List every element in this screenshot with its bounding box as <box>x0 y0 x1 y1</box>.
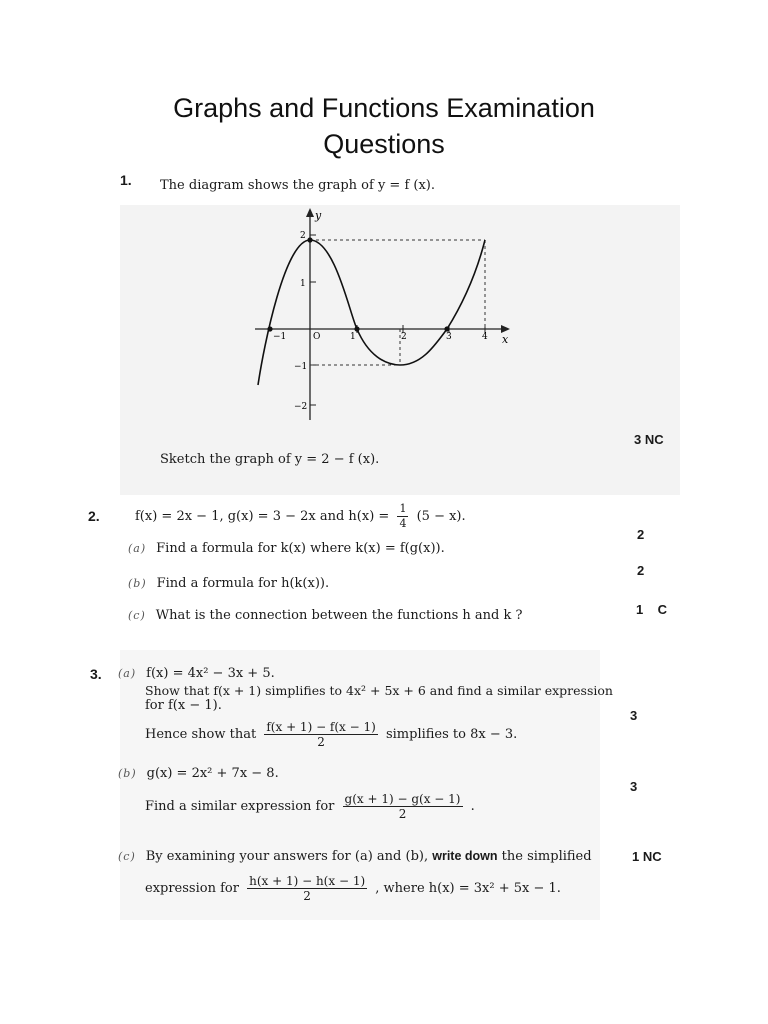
x-tick-2: 2 <box>401 332 407 342</box>
q1-graph <box>240 205 530 425</box>
x-tick-origin: O <box>313 332 321 342</box>
q2-stem-part-1: f(x) = 2x − 1, g(x) = 3 − 2x and h(x) = <box>135 509 390 524</box>
point-root-neg1 <box>267 326 272 331</box>
x-tick-3: 3 <box>446 332 452 342</box>
q3b-label: (b) <box>118 767 137 780</box>
q2c-line <box>128 608 522 624</box>
q3-number: 3. <box>90 666 102 682</box>
q1-intro: The diagram shows the graph of y = f (x). <box>160 178 436 193</box>
point-root-3 <box>444 326 449 331</box>
q3c-text-2: the simplified <box>501 849 592 864</box>
q2-stem-frac-den: 4 <box>399 517 407 530</box>
q1-number: 1. <box>120 172 132 188</box>
x-tick-neg1: −1 <box>273 332 287 342</box>
q2b-marks: 2 <box>637 563 645 578</box>
q3c-expression <box>145 872 561 906</box>
q2c-marks: 1 C <box>636 602 668 617</box>
y-tick-neg1: −1 <box>294 362 308 372</box>
q3a-after: simplifies to 8x − 3. <box>385 727 518 742</box>
q3a-marks: 3 <box>630 708 638 723</box>
q3b-after: . <box>470 799 475 814</box>
q3c-fraction <box>247 874 367 903</box>
q3a-line-3: for f(x − 1). <box>145 698 222 713</box>
x-axis-label: x <box>502 333 509 346</box>
q3b-frac-den: 2 <box>398 807 407 821</box>
q3c-marks: 1 NC <box>632 849 662 864</box>
q2b-line <box>128 576 329 592</box>
q2-stem-fraction <box>397 502 408 531</box>
y-tick-neg2: −2 <box>294 402 308 412</box>
q1-task: Sketch the graph of y = 2 − f (x). <box>160 452 380 467</box>
q3b-find <box>145 790 475 824</box>
q3c-emphasis: write down <box>432 849 498 863</box>
q2b-label: (b) <box>128 577 147 590</box>
q2-stem <box>135 500 466 534</box>
x-tick-4: 4 <box>482 332 488 342</box>
q3b-frac-num: g(x + 1) − g(x − 1) <box>344 792 461 806</box>
q3a-fraction <box>264 720 377 749</box>
q3b-func: g(x) = 2x² + 7x − 8. <box>146 766 279 781</box>
q2-stem-frac-num: 1 <box>399 502 407 515</box>
q3a-hence-text: Hence show that <box>145 727 257 742</box>
q2-number: 2. <box>88 508 100 524</box>
x-axis-arrow <box>501 325 510 333</box>
q3a-line-1 <box>118 666 275 682</box>
q2a-label: (a) <box>128 542 147 555</box>
x-tick-1: 1 <box>350 332 356 342</box>
q3b-line-1 <box>118 766 279 782</box>
y-tick-2: 2 <box>300 231 306 241</box>
q2a-line <box>128 541 445 557</box>
q3b-marks: 3 <box>630 779 638 794</box>
curve-f <box>258 240 485 385</box>
q2-stem-part-2: (5 − x). <box>416 509 466 524</box>
q3a-frac-den: 2 <box>317 735 325 749</box>
q3b-fraction <box>343 792 463 821</box>
q3a-label: (a) <box>118 667 137 680</box>
q3b-find-text: Find a similar expression for <box>145 799 335 814</box>
q3c-text-1: By examining your answers for (a) and (b), <box>145 849 429 864</box>
q1-marks: 3 NC <box>634 432 664 447</box>
q2c-label: (c) <box>128 609 146 622</box>
page-title-line-2: Questions <box>323 129 445 159</box>
q3c-expr-text: expression for <box>145 881 239 896</box>
q2c-text: What is the connection between the functions h and k ? <box>155 608 523 623</box>
q2a-marks: 2 <box>637 527 645 542</box>
page-title-line-1: Graphs and Functions Examination <box>173 93 595 123</box>
q3c-line-1 <box>118 848 592 865</box>
point-max <box>307 237 312 242</box>
q3c-frac-den: 2 <box>303 889 311 903</box>
q3c-label: (c) <box>118 850 136 863</box>
q3a-func: f(x) = 4x² − 3x + 5. <box>146 666 275 681</box>
q2a-text: Find a formula for k(x) where k(x) = f(g(x)). <box>156 541 445 556</box>
q3a-hence <box>145 718 517 752</box>
q3a-frac-num: f(x + 1) − f(x − 1) <box>266 720 376 734</box>
q3c-frac-num: h(x + 1) − h(x − 1) <box>249 874 366 888</box>
q2b-text: Find a formula for h(k(x)). <box>156 576 330 591</box>
point-root-1 <box>354 326 359 331</box>
y-axis-arrow <box>306 208 314 217</box>
q3a-line-2: Show that f(x + 1) simplifies to 4x² + 5x + 6 and find a similar expression <box>145 683 613 698</box>
y-axis-label: y <box>315 209 322 222</box>
y-tick-1: 1 <box>300 279 306 289</box>
q3c-after: , where h(x) = 3x² + 5x − 1. <box>375 881 561 896</box>
